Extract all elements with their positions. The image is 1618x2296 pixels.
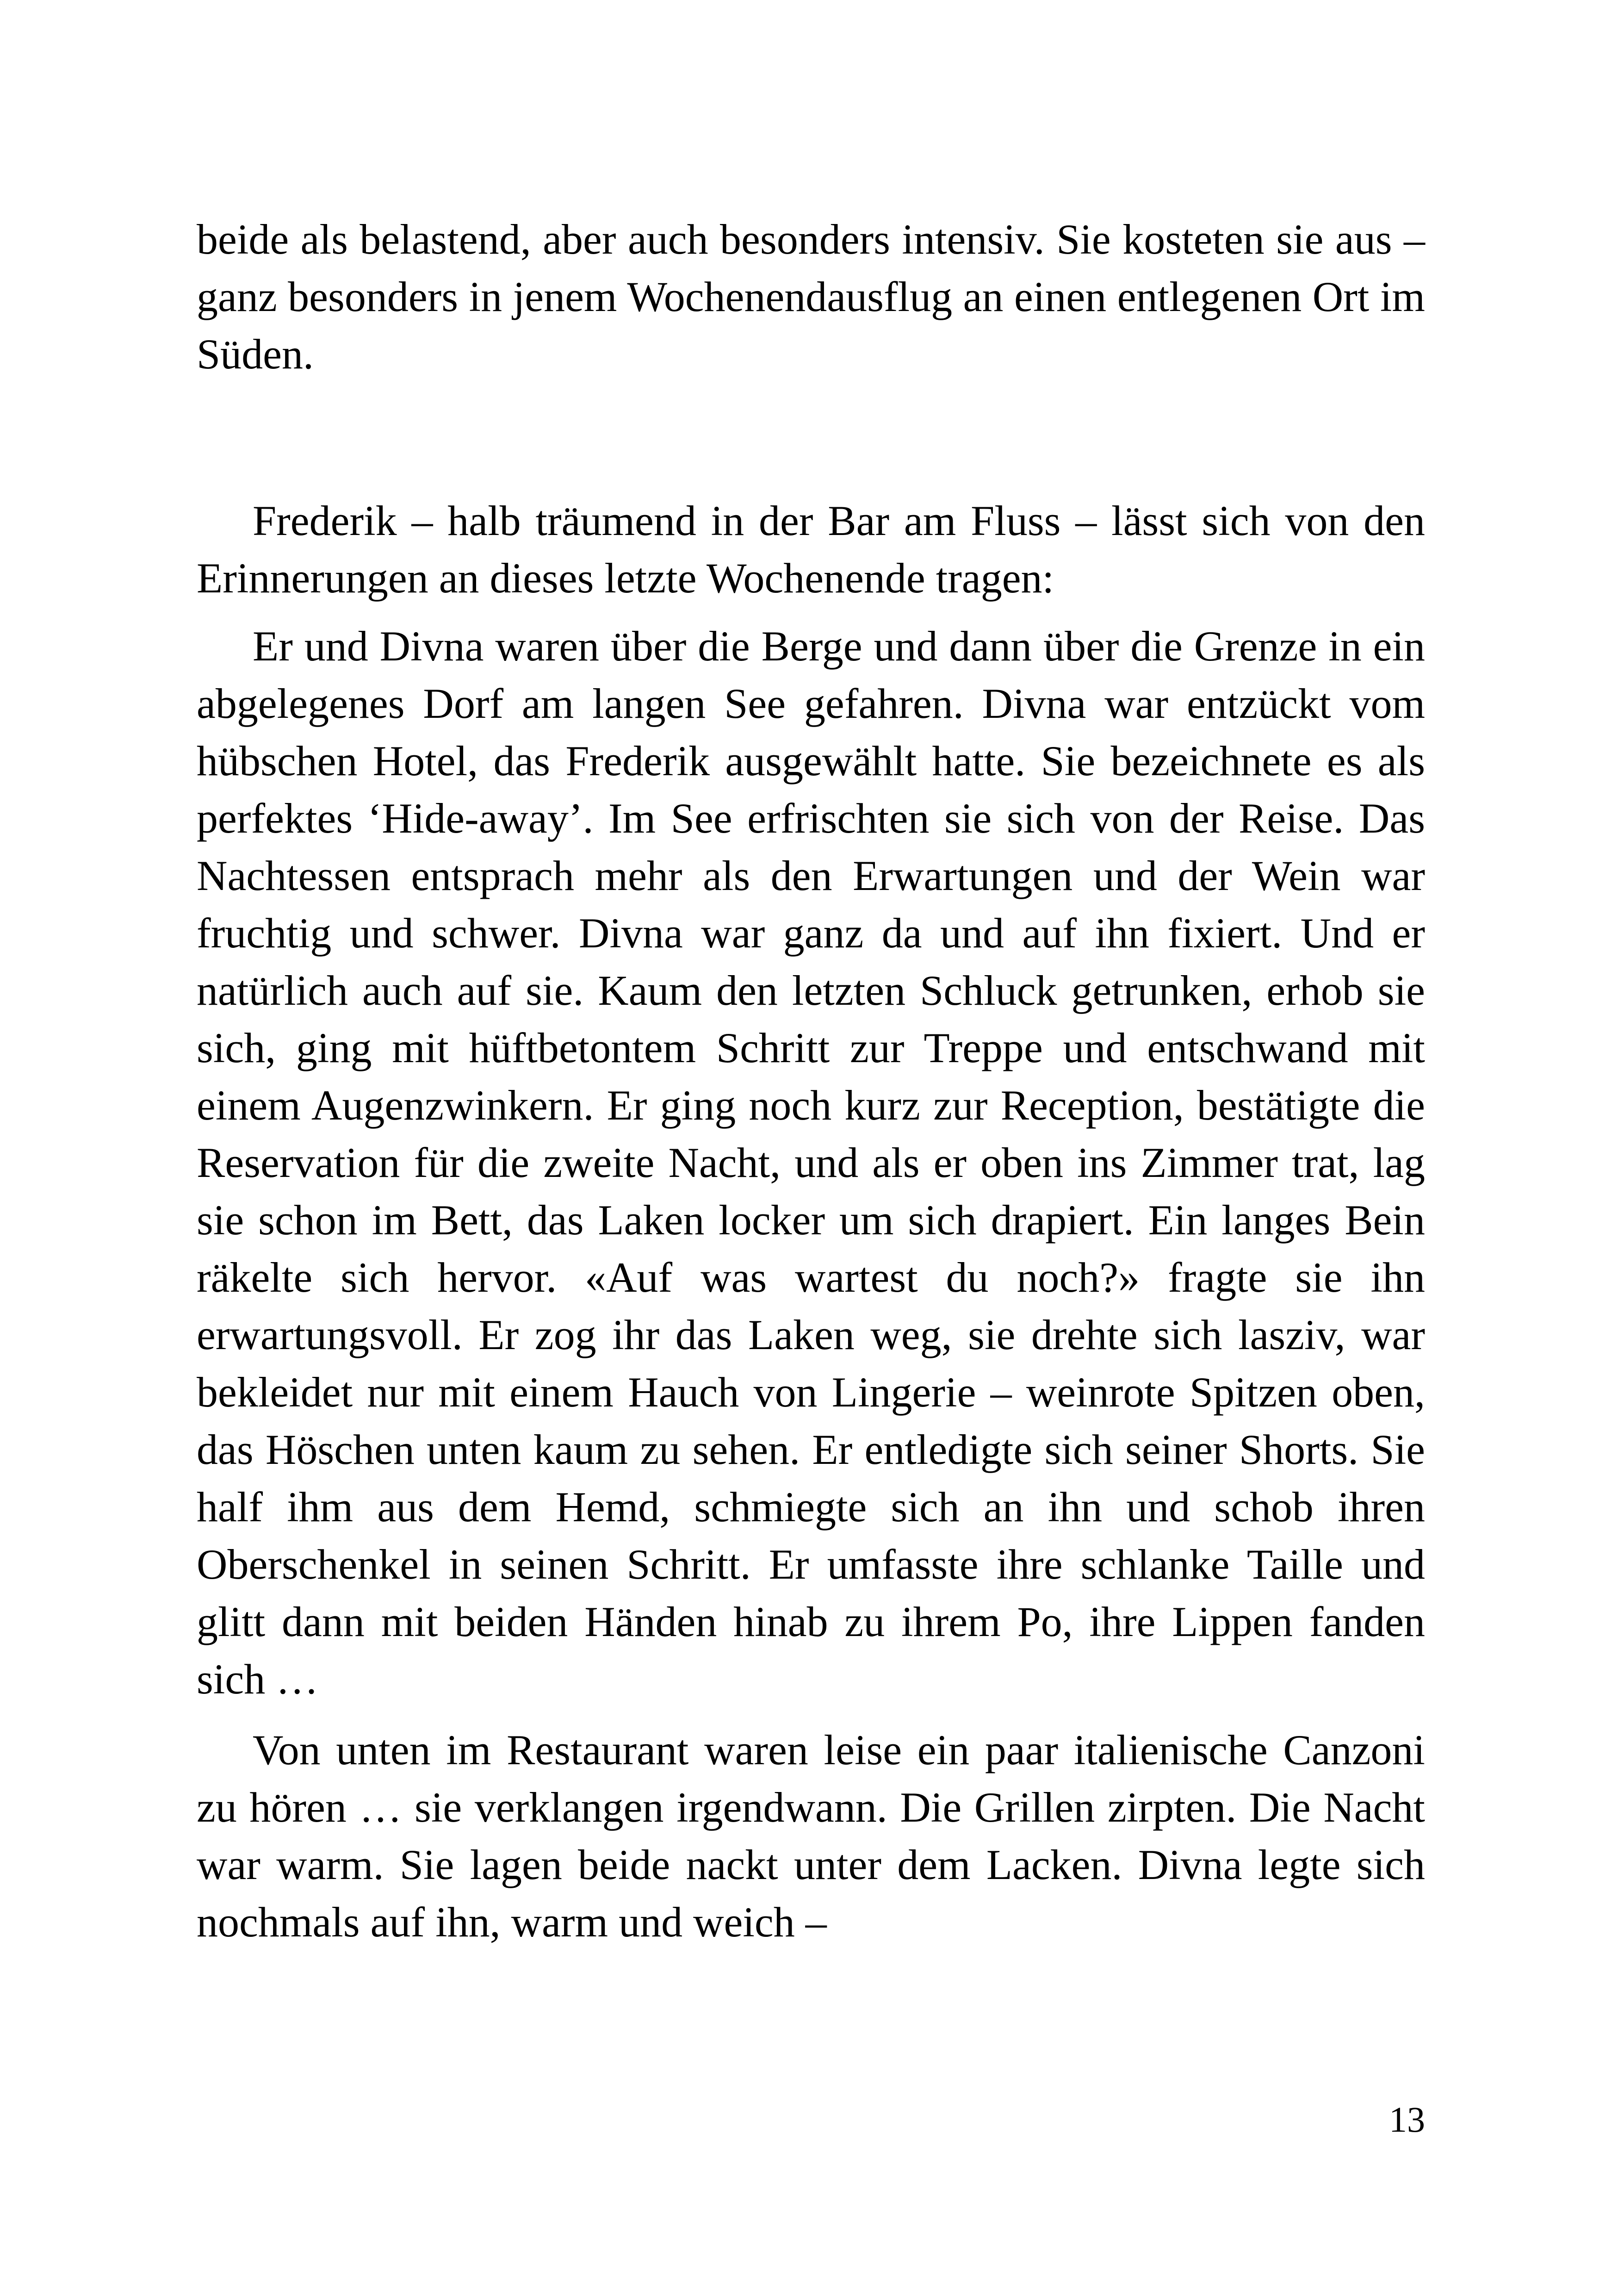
- book-page-text: [197, 211, 1425, 1951]
- paragraph-frederik-bar: Frederik – halb träumend in der Bar am Fluss – lässt sich von den Erinnerungen an dieses letzte Wochenende tragen:: [197, 497, 1425, 602]
- paragraph-continuation: beide als belastend, aber auch besonders intensiv. Sie kosteten sie aus – ganz besonders in jenem Wochenendausflug an einen entlegenen Ort im Süden.: [197, 216, 1425, 378]
- paragraph-weekend-memory: Er und Divna waren über die Berge und dann über die Grenze in ein abgelegenes Dorf am langen See gefahren. Divna war entzückt vom hübschen Hotel, das Frederik ausgewählt hatte. Sie bezeichnete es als perfektes ‘Hide-away’. Im See erfrischten sie sich von der Reise. Das Nachtessen entsprach mehr als den Erwartungen und der Wein war fruchtig und schwer. Divna war ganz da und auf ihn fixiert. Und er natürlich auch auf sie. Kaum den letzten Schluck getrunken, erhob sie sich, ging mit hüftbetontem Schritt zur Treppe und entschwand mit einem Augenzwinkern. Er ging noch kurz zur Reception, bestätigte die Reservation für die zweite Nacht, und als er oben ins Zimmer trat, lag sie schon im Bett, das Laken locker um sich drapiert. Ein langes Bein räkelte sich hervor. «Auf was wartest du noch?» fragte sie ihn erwartungsvoll. Er zog ihr das Laken weg, sie drehte sich lasziv, war bekleidet nur mit einem Hauch von Lingerie – weinrote Spitzen oben, das Höschen unten kaum zu sehen. Er entledigte sich seiner Shorts. Sie half ihm aus dem Hemd, schmiegte sich an ihn und schob ihren Oberschenkel in seinen Schritt. Er umfasste ihre schlanke Taille und glitt dann mit beiden Händen hinab zu ihrem Po, ihre Lippen fanden sich …: [197, 622, 1425, 1703]
- page-number: 13: [1389, 2099, 1425, 2140]
- paragraph-restaurant-canzoni: Von unten im Restaurant waren leise ein paar italienische Canzoni zu hören … sie verklangen irgendwann. Die Grillen zirpten. Die Nacht war warm. Sie lagen beide nackt unter dem Lacken. Divna legte sich nochmals auf ihn, warm und weich –: [197, 1726, 1425, 1946]
